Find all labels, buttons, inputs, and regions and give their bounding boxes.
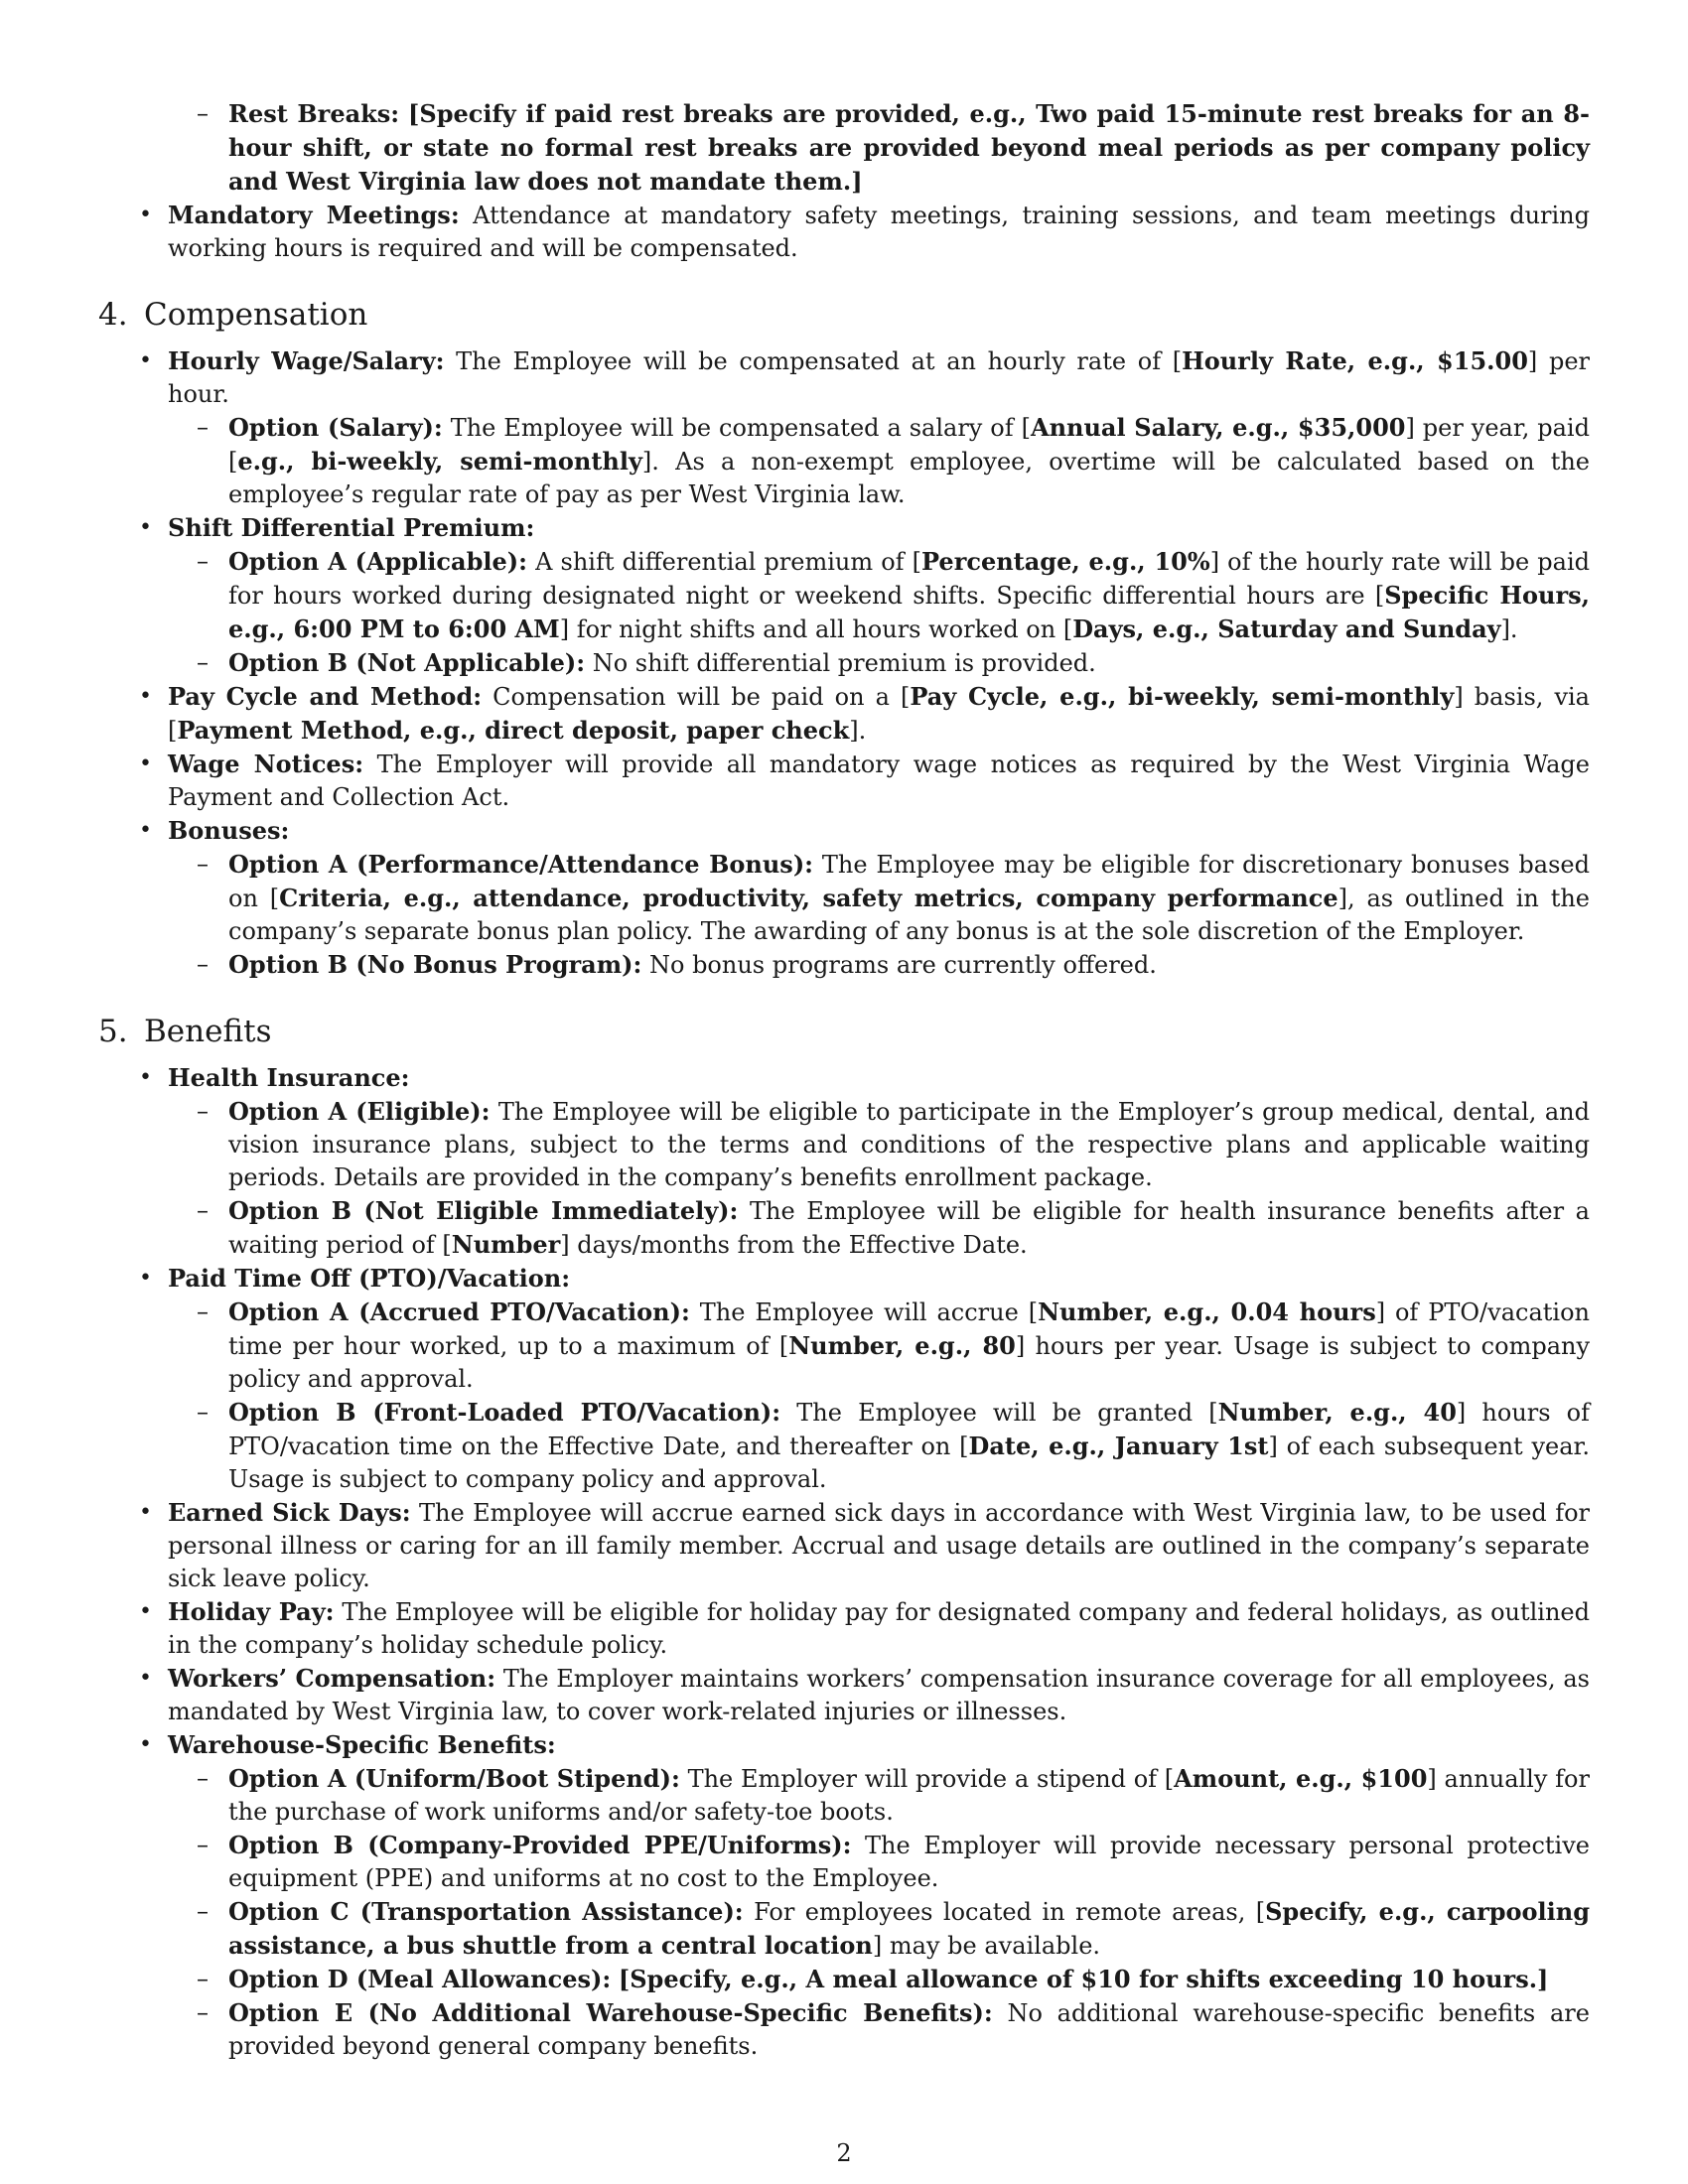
list-item-health-option-b (168, 1194, 1590, 1262)
list-item-warehouse-option-d (168, 1963, 1590, 1996)
item-label: Bonuses: (168, 816, 290, 845)
item-text: ], as outlined in the company’s separate bonus plan policy. The awarding of any bonus is at the sole discretion of the Employer. (228, 885, 1590, 945)
item-text: The Employee will accrue earned sick days in accordance with West Virginia law, to be used for personal illness or caring for an ill family member. Accrual and usage details are outlined in the company’s separate sick leave policy. (168, 1499, 1590, 1592)
item-label: Option B (Not Applicable): (228, 648, 586, 677)
item-label: Pay Cycle and Method: (168, 682, 483, 711)
list-item-holiday-pay (98, 1595, 1590, 1662)
section-title: Compensation (144, 297, 368, 333)
shift-differential-sublist (168, 545, 1590, 680)
placeholder-text: Annual Salary, e.g., $35,000 (1030, 413, 1406, 442)
list-item-health-option-a (168, 1095, 1590, 1194)
item-text: ] per year, paid [ (228, 414, 1590, 476)
item-text: The Employer will provide all mandatory wage notices as required by the West Virginia Wage Payment and Collection Act. (168, 751, 1590, 811)
list-item-salary-option (168, 411, 1590, 511)
item-text: ] days/months from the Effective Date. (560, 1231, 1028, 1259)
item-label: Option E (No Additional Warehouse-Specific Benefits): (228, 1998, 993, 2027)
item-text: The Employee will be granted [ (796, 1399, 1218, 1427)
item-text: ] hours per year. Usage is subject to company policy and approval. (228, 1332, 1591, 1393)
item-text: ]. (849, 717, 867, 745)
placeholder-text: Date, e.g., January 1st (968, 1432, 1269, 1460)
list-item-bonus-option-b (168, 948, 1590, 982)
item-label: Wage Notices: (168, 750, 364, 778)
item-text: The Employee will be compensated a salary of [ (450, 414, 1031, 442)
placeholder-text: Criteria, e.g., attendance, productivity, safety metrics, company performance (279, 884, 1338, 912)
item-text: ] annually for the purchase of work uniforms and/or safety-toe boots. (228, 1765, 1590, 1826)
placeholder-text: Number, e.g., 80 (788, 1331, 1016, 1360)
item-text: ]. As a non-exempt employee, overtime will be calculated based on the employee’s regular rate of pay as per West Virginia law. (228, 448, 1590, 508)
continued-list (98, 97, 1590, 265)
item-label: Option A (Performance/Attendance Bonus): (228, 850, 814, 879)
item-label: Option (Salary): (228, 413, 443, 442)
placeholder-text: Number (451, 1230, 561, 1259)
item-text: No additional warehouse-specific benefits are provided beyond general company benefits. (228, 1999, 1590, 2060)
item-text: ] of PTO/vacation time per hour worked, up to a maximum of [ (228, 1298, 1590, 1360)
item-text: [Specify if paid rest breaks are provided, e.g., Two paid 15-minute rest breaks for an 8-hour shift, or state no formal rest breaks are provided beyond meal periods as per company policy and West Virginia law does not mandate them.] (228, 99, 1590, 196)
item-text: ] of each subsequent year. Usage is subject to company policy and approval. (228, 1433, 1591, 1493)
benefits-list (98, 1061, 1590, 2063)
placeholder-text: Pay Cycle, e.g., bi-weekly, semi-monthly (910, 682, 1455, 711)
list-item-wage-notices (98, 748, 1590, 814)
placeholder-text: Specific Hours, e.g., 6:00 PM to 6:00 AM (228, 581, 1590, 643)
list-item-warehouse-option-a (168, 1762, 1590, 1829)
item-text: Attendance at mandatory safety meetings, training sessions, and team meetings during working hours is required and will be compensated. (168, 202, 1590, 262)
list-item-bonus-option-a (168, 848, 1590, 948)
continued-sublist-wrapper (98, 97, 1590, 199)
section-heading-compensation (98, 295, 1590, 335)
item-label: Workers’ Compensation: (168, 1664, 496, 1693)
item-text: For employees located in remote areas, [ (754, 1898, 1266, 1926)
item-label: Option A (Applicable): (228, 547, 527, 576)
item-label: Option B (No Bonus Program): (228, 950, 642, 979)
placeholder-text: [Specify, e.g., A meal allowance of $10 for shifts exceeding 10 hours.] (618, 1965, 1549, 1993)
list-item-warehouse-option-e (168, 1996, 1590, 2063)
item-label: Warehouse-Specific Benefits: (168, 1730, 556, 1759)
list-item-health-insurance (98, 1061, 1590, 1262)
item-text: No shift differential premium is provided. (592, 649, 1096, 677)
item-text: ] for night shifts and all hours worked on [ (559, 615, 1073, 643)
list-item-warehouse-benefits (98, 1728, 1590, 2063)
item-label: Option C (Transportation Assistance): (228, 1897, 744, 1926)
placeholder-text: Hourly Rate, e.g., $15.00 (1182, 346, 1528, 375)
item-text: ] basis, via [ (168, 683, 1590, 745)
section-number: 4. (98, 297, 128, 333)
item-text: ] per hour. (168, 347, 1591, 408)
hourly-sublist (168, 411, 1590, 511)
item-text: The Employer will provide a stipend of [ (687, 1765, 1175, 1793)
list-item-warehouse-option-c (168, 1895, 1590, 1963)
item-label: Earned Sick Days: (168, 1498, 411, 1527)
item-text: The Employee may be eligible for discretionary bonuses based on [ (228, 851, 1590, 912)
list-item-pay-cycle (98, 680, 1590, 748)
item-label: Health Insurance: (168, 1063, 410, 1092)
pto-sublist (168, 1296, 1590, 1496)
item-label: Option B (Front-Loaded PTO/Vacation): (228, 1398, 781, 1427)
item-label: Option B (Company-Provided PPE/Uniforms): (228, 1831, 852, 1859)
list-item-workers-comp (98, 1662, 1590, 1728)
section-number: 5. (98, 1014, 128, 1049)
item-label: Mandatory Meetings: (168, 201, 460, 229)
page-number: 2 (836, 2139, 852, 2167)
item-text: No bonus programs are currently offered. (648, 951, 1157, 979)
item-text: Compensation will be paid on a [ (492, 683, 911, 711)
item-label: Option A (Eligible): (228, 1097, 491, 1126)
placeholder-text: e.g., bi-weekly, semi-monthly (237, 447, 642, 476)
list-item-sick-days (98, 1496, 1590, 1595)
item-label: Option B (Not Eligible Immediately): (228, 1196, 739, 1225)
list-item-shift-option-b (168, 646, 1590, 680)
item-label: Shift Differential Premium: (168, 513, 535, 542)
section-title: Benefits (144, 1014, 272, 1049)
bonuses-sublist (168, 848, 1590, 982)
page-content (98, 97, 1590, 2063)
compensation-list (98, 344, 1590, 982)
item-text: A shift differential premium of [ (535, 548, 922, 576)
item-label: Holiday Pay: (168, 1597, 335, 1626)
item-label: Option A (Uniform/Boot Stipend): (228, 1764, 680, 1793)
item-label: Rest Breaks: (228, 99, 400, 128)
list-item-shift-option-a (168, 545, 1590, 646)
list-item-mandatory-meetings (98, 199, 1590, 265)
list-item-pto-option-b (168, 1396, 1590, 1496)
list-item-hourly-wage (98, 344, 1590, 511)
item-text: ] hours of PTO/vacation time on the Effective Date, and thereafter on [ (228, 1399, 1591, 1460)
item-text: The Employer will provide necessary personal protective equipment (PPE) and uniforms at no cost to the Employee. (228, 1832, 1590, 1892)
item-label: Option D (Meal Allowances): (228, 1965, 612, 1993)
item-text: The Employee will be eligible for health insurance benefits after a waiting period of [ (228, 1197, 1590, 1259)
list-item-warehouse-option-b (168, 1829, 1590, 1895)
list-item-bonuses (98, 814, 1590, 982)
item-text: The Employee will be eligible for holiday pay for designated company and federal holidays, as outlined in the company’s holiday schedule policy. (168, 1598, 1590, 1659)
item-text: The Employee will be compensated at an hourly rate of [ (456, 347, 1183, 375)
warehouse-sublist (168, 1762, 1590, 2063)
item-label: Option A (Accrued PTO/Vacation): (228, 1297, 690, 1326)
list-item-pto (98, 1262, 1590, 1496)
placeholder-text: Specify, e.g., carpooling assistance, a bus shuttle from a central location (228, 1897, 1590, 1960)
rest-breaks-sublist (98, 97, 1590, 199)
list-item-pto-option-a (168, 1296, 1590, 1396)
item-text: The Employer maintains workers’ compensation insurance coverage for all employees, as mandated by West Virginia law, to cover work-related injuries or illnesses. (168, 1665, 1590, 1725)
item-label: Paid Time Off (PTO)/Vacation: (168, 1264, 571, 1293)
list-item-shift-differential (98, 511, 1590, 680)
item-text: ] of the hourly rate will be paid for hours worked during designated night or weekend shifts. Specific differential hours are [ (228, 548, 1590, 610)
item-text: The Employee will be eligible to participate in the Employer’s group medical, dental, and vision insurance plans, subject to the terms and conditions of the respective plans and applicable waiting periods. Details are provided in the company’s benefits enrollment package. (228, 1098, 1590, 1191)
item-label: Hourly Wage/Salary: (168, 346, 445, 375)
item-text: The Employee will accrue [ (699, 1298, 1039, 1326)
placeholder-text: Days, e.g., Saturday and Sunday (1072, 614, 1501, 643)
placeholder-text: Amount, e.g., $100 (1174, 1764, 1428, 1793)
placeholder-text: Percentage, e.g., 10% (921, 547, 1210, 576)
placeholder-text: Number, e.g., 40 (1217, 1398, 1457, 1427)
item-text: ] may be available. (872, 1932, 1101, 1960)
health-sublist (168, 1095, 1590, 1262)
placeholder-text: Payment Method, e.g., direct deposit, paper check (177, 716, 850, 745)
section-heading-benefits (98, 1012, 1590, 1051)
item-text: ]. (1500, 615, 1518, 643)
list-item-rest-breaks (168, 97, 1590, 199)
placeholder-text: Number, e.g., 0.04 hours (1038, 1297, 1376, 1326)
